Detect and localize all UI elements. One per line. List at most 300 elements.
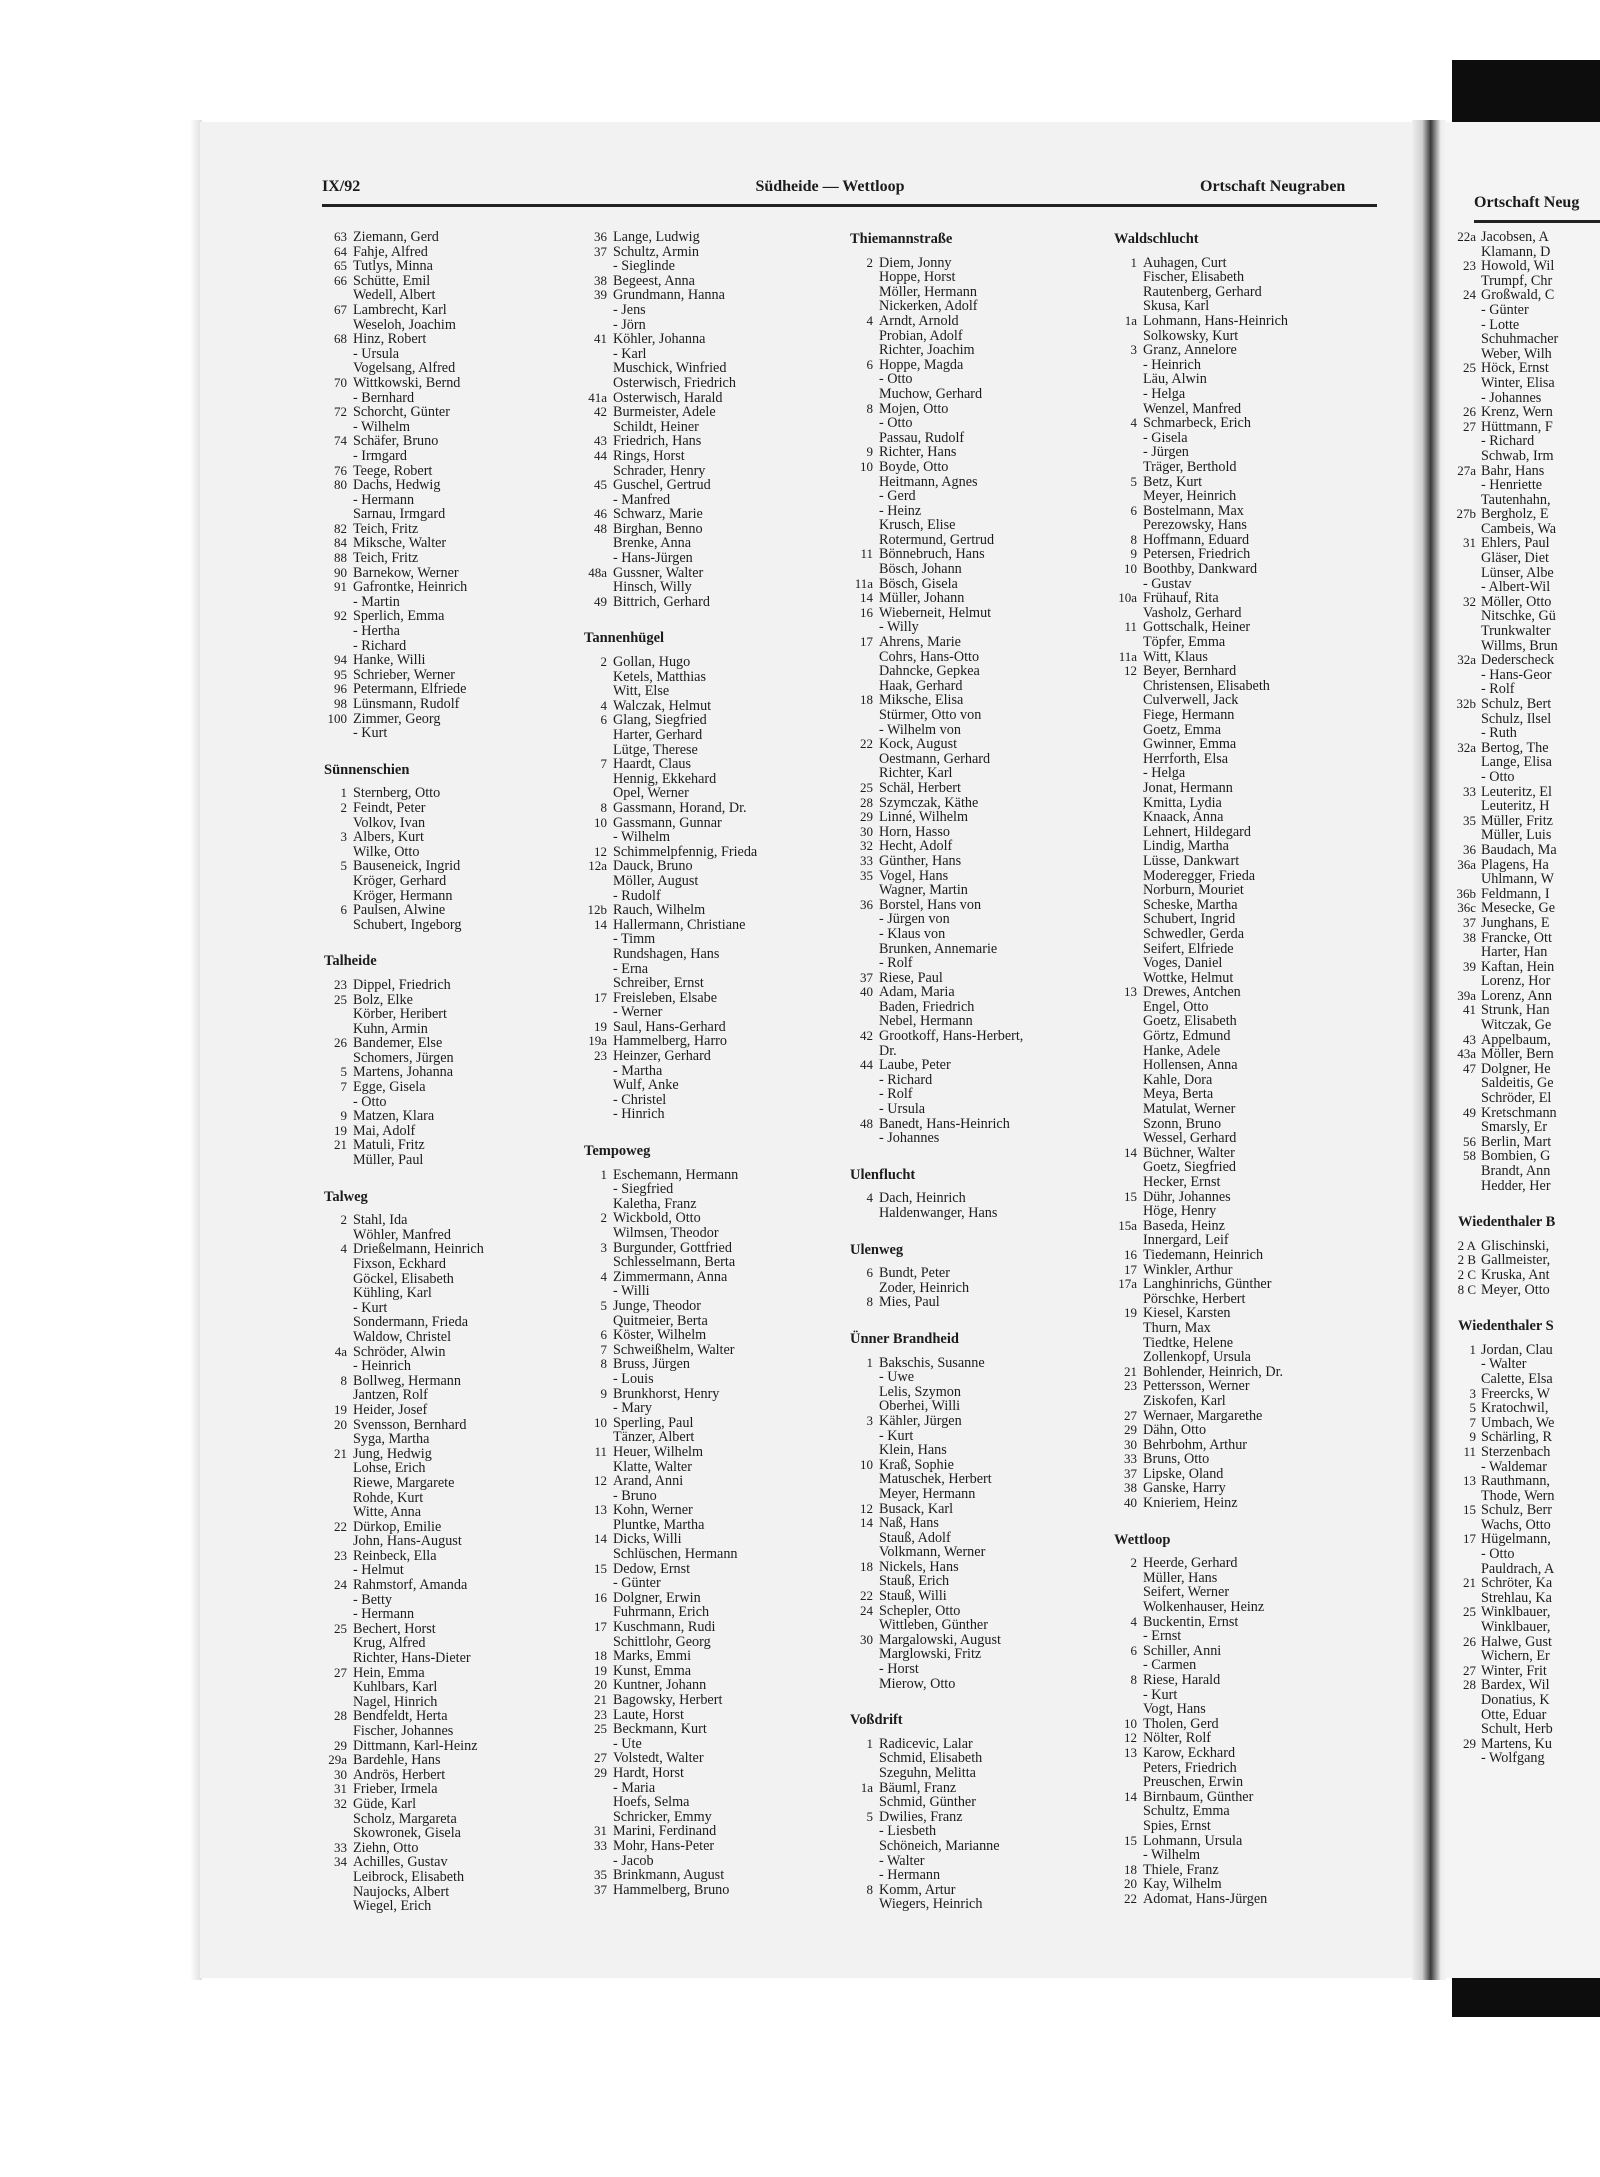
house-number: 32a bbox=[1457, 739, 1476, 755]
resident-name: Witt, Klaus bbox=[1143, 648, 1208, 665]
resident-name: - Jörn bbox=[613, 316, 646, 333]
house-number: 1 bbox=[866, 1354, 873, 1370]
house-number: 14 bbox=[860, 590, 873, 606]
resident-name: Dolgner, He bbox=[1481, 1060, 1551, 1077]
house-number: 95 bbox=[334, 666, 347, 682]
resident-entry bbox=[322, 609, 484, 624]
house-number: 41a bbox=[588, 389, 607, 405]
house-number bbox=[1112, 402, 1143, 417]
house-number bbox=[1112, 781, 1143, 796]
house-number: 21 bbox=[594, 1692, 607, 1707]
resident-name: - Kurt bbox=[879, 1427, 914, 1444]
resident-name: Dedow, Ernst bbox=[613, 1560, 691, 1577]
resident-name: Bechert, Horst bbox=[353, 1620, 436, 1637]
resident-name: - Gustav bbox=[1143, 575, 1192, 592]
resident-name: Teege, Robert bbox=[353, 462, 433, 479]
resident-name: Schmid, Elisabeth bbox=[879, 1750, 983, 1767]
resident-entry bbox=[1112, 1688, 1288, 1703]
house-number: 36 bbox=[860, 896, 873, 912]
resident-entry bbox=[848, 1102, 1023, 1117]
resident-entry bbox=[322, 786, 484, 801]
resident-entry bbox=[1456, 843, 1558, 858]
resident-name: Plagens, Ha bbox=[1481, 856, 1549, 873]
resident-name: Bergholz, E bbox=[1481, 506, 1549, 523]
house-number: 90 bbox=[334, 564, 347, 580]
resident-entry bbox=[1112, 372, 1288, 387]
house-number bbox=[322, 1885, 353, 1900]
resident-entry bbox=[322, 993, 484, 1008]
house-number bbox=[582, 830, 613, 845]
resident-entry bbox=[1112, 1600, 1288, 1615]
resident-entry bbox=[848, 299, 1023, 314]
house-number: 47 bbox=[1463, 1060, 1476, 1076]
directory-column bbox=[848, 230, 1023, 1912]
house-number bbox=[1456, 1620, 1481, 1635]
resident-name: Burmeister, Adele bbox=[613, 404, 716, 421]
house-number bbox=[1456, 1357, 1481, 1372]
resident-name: - Otto bbox=[1481, 768, 1515, 785]
resident-entry bbox=[1112, 445, 1288, 460]
resident-name: - Karl bbox=[613, 345, 647, 362]
resident-name: Sterzenbach bbox=[1481, 1443, 1551, 1460]
resident-name: Heitmann, Agnes bbox=[879, 473, 978, 490]
resident-entry bbox=[582, 757, 757, 772]
resident-entry bbox=[1456, 318, 1558, 333]
resident-entry bbox=[322, 653, 484, 668]
resident-name: - Helmut bbox=[353, 1562, 404, 1579]
house-number bbox=[582, 1518, 613, 1533]
house-number: 15 bbox=[1124, 1188, 1137, 1204]
house-number: 58 bbox=[1463, 1148, 1476, 1164]
resident-name: Hinz, Robert bbox=[353, 331, 427, 348]
resident-name: Harter, Gerhard bbox=[613, 727, 703, 743]
resident-name: Bauseneick, Ingrid bbox=[353, 858, 461, 875]
resident-name: Baseda, Heinz bbox=[1143, 1217, 1225, 1234]
resident-entry bbox=[1456, 916, 1558, 931]
resident-entry bbox=[1456, 464, 1558, 479]
resident-entry bbox=[1112, 1438, 1288, 1453]
resident-entry bbox=[582, 1416, 757, 1431]
resident-name: Bruns, Otto bbox=[1143, 1451, 1210, 1468]
resident-name: - Wilhelm bbox=[353, 418, 411, 435]
resident-entry bbox=[1112, 1277, 1288, 1292]
house-number: 70 bbox=[334, 374, 347, 390]
resident-entry bbox=[322, 1841, 484, 1856]
resident-entry bbox=[1112, 898, 1288, 913]
resident-name: - Bruno bbox=[613, 1487, 657, 1504]
resident-name: Rings, Horst bbox=[613, 447, 685, 464]
house-number: 11 bbox=[594, 1443, 607, 1459]
resident-name: Körber, Heribert bbox=[353, 1006, 447, 1023]
house-number bbox=[1112, 869, 1143, 884]
resident-name: Hoppe, Magda bbox=[879, 356, 964, 373]
resident-entry bbox=[1112, 971, 1288, 986]
resident-entry bbox=[1456, 332, 1558, 347]
resident-entry bbox=[322, 1301, 484, 1316]
resident-entry bbox=[848, 737, 1023, 752]
resident-name: Margalowski, August bbox=[879, 1631, 1001, 1648]
house-number: 9 bbox=[866, 444, 873, 460]
resident-entry bbox=[1456, 858, 1558, 873]
resident-name: Wichern, Er bbox=[1481, 1648, 1550, 1665]
house-number bbox=[1456, 1591, 1481, 1606]
street-heading: Sünnenschien bbox=[324, 761, 410, 778]
house-number bbox=[848, 533, 879, 548]
resident-name: Kohn, Werner bbox=[613, 1502, 693, 1519]
house-number bbox=[322, 1228, 353, 1243]
resident-entry bbox=[1112, 1481, 1288, 1496]
resident-name: Rautenberg, Gerhard bbox=[1143, 283, 1262, 300]
house-number: 36a bbox=[1457, 856, 1476, 872]
resident-name: - Ute bbox=[613, 1735, 642, 1752]
resident-name: Wittleben, Günther bbox=[879, 1617, 988, 1634]
resident-name: Hardt, Horst bbox=[613, 1764, 684, 1781]
house-number: 21 bbox=[334, 1445, 347, 1461]
house-number bbox=[1456, 624, 1481, 639]
resident-entry bbox=[848, 839, 1023, 854]
house-number bbox=[848, 1443, 879, 1458]
resident-entry bbox=[582, 1854, 757, 1869]
house-number bbox=[582, 874, 613, 889]
resident-name: Jonat, Hermann bbox=[1143, 779, 1233, 796]
resident-entry bbox=[1112, 1819, 1288, 1834]
resident-name: Schrieber, Werner bbox=[353, 666, 456, 683]
resident-name: Richter, Joachim bbox=[879, 342, 975, 359]
house-number: 33 bbox=[334, 1839, 347, 1855]
resident-entry bbox=[848, 1295, 1023, 1310]
resident-name: Frühauf, Rita bbox=[1143, 590, 1219, 607]
house-number: 82 bbox=[334, 520, 347, 536]
resident-entry bbox=[1456, 434, 1558, 449]
house-number bbox=[582, 1372, 613, 1387]
resident-name: Hüttmann, F bbox=[1481, 418, 1553, 435]
house-number: 28 bbox=[1463, 1677, 1476, 1693]
house-number: 1 bbox=[1469, 1341, 1476, 1357]
house-number bbox=[848, 1854, 879, 1869]
resident-entry bbox=[1456, 901, 1558, 916]
resident-name: Schlüschen, Hermann bbox=[613, 1546, 738, 1563]
resident-entry bbox=[1456, 785, 1558, 800]
house-number bbox=[848, 1385, 879, 1400]
resident-entry bbox=[1112, 299, 1288, 314]
resident-entry bbox=[582, 947, 757, 962]
house-number bbox=[1456, 1708, 1481, 1723]
resident-entry bbox=[1112, 650, 1288, 665]
resident-name: Szymczak, Käthe bbox=[879, 794, 979, 811]
house-number bbox=[1112, 854, 1143, 869]
house-number: 32 bbox=[334, 1795, 347, 1811]
resident-name: Naujocks, Albert bbox=[353, 1883, 450, 1900]
resident-entry bbox=[1112, 664, 1288, 679]
house-number bbox=[322, 726, 353, 741]
resident-entry bbox=[1112, 431, 1288, 446]
resident-entry bbox=[1112, 1102, 1288, 1117]
resident-entry bbox=[1456, 1018, 1558, 1033]
resident-name: Lindig, Martha bbox=[1143, 838, 1229, 855]
resident-name: Müller, Johann bbox=[879, 590, 965, 607]
resident-name: Vogelsang, Alfred bbox=[353, 360, 456, 377]
resident-entry bbox=[322, 1709, 484, 1724]
house-number bbox=[1456, 1562, 1481, 1577]
resident-name: Meya, Berta bbox=[1143, 1086, 1214, 1103]
house-number: 7 bbox=[600, 756, 607, 772]
resident-name: - Wilhelm von bbox=[879, 721, 961, 738]
resident-name: Günther, Hans bbox=[879, 852, 962, 869]
house-number: 98 bbox=[334, 696, 347, 711]
house-number: 5 bbox=[866, 1808, 873, 1824]
resident-entry bbox=[582, 713, 757, 728]
house-number: 56 bbox=[1463, 1133, 1476, 1149]
resident-entry bbox=[848, 518, 1023, 533]
house-number: 20 bbox=[1124, 1876, 1137, 1892]
resident-entry bbox=[322, 303, 484, 318]
resident-entry bbox=[582, 361, 757, 376]
resident-name: Hoppe, Horst bbox=[879, 269, 956, 286]
resident-name: Nebel, Hermann bbox=[879, 1013, 973, 1030]
resident-name: Nagel, Hinrich bbox=[353, 1693, 438, 1710]
resident-name: Schmarbeck, Erich bbox=[1143, 415, 1251, 432]
resident-name: Probian, Adolf bbox=[879, 327, 963, 344]
house-number bbox=[1112, 1117, 1143, 1132]
resident-entry bbox=[1456, 288, 1558, 303]
house-number: 48 bbox=[594, 520, 607, 536]
resident-entry bbox=[322, 1680, 484, 1695]
resident-name: Hanke, Adele bbox=[1143, 1042, 1221, 1059]
house-number: 68 bbox=[334, 331, 347, 347]
resident-entry bbox=[582, 1518, 757, 1533]
house-number: 11 bbox=[1124, 619, 1137, 635]
resident-name: Bösch, Gisela bbox=[879, 575, 958, 592]
resident-name: Lambrecht, Karl bbox=[353, 301, 447, 318]
resident-entry bbox=[582, 318, 757, 333]
resident-name: - Maria bbox=[613, 1779, 656, 1796]
resident-name: Engel, Otto bbox=[1143, 998, 1209, 1015]
resident-entry bbox=[848, 270, 1023, 285]
resident-entry bbox=[582, 1562, 757, 1577]
resident-entry bbox=[1456, 1179, 1558, 1194]
resident-entry bbox=[582, 1107, 757, 1122]
resident-name: - Günter bbox=[613, 1575, 661, 1592]
resident-entry bbox=[582, 816, 757, 831]
house-number bbox=[848, 942, 879, 957]
resident-name: Frieber, Irmela bbox=[353, 1781, 438, 1798]
house-number: 21 bbox=[1463, 1575, 1476, 1591]
house-number: 29 bbox=[594, 1764, 607, 1780]
resident-entry bbox=[848, 329, 1023, 344]
resident-entry bbox=[1112, 1146, 1288, 1161]
resident-name: Calette, Elsa bbox=[1481, 1370, 1553, 1387]
resident-entry bbox=[582, 903, 757, 918]
house-number bbox=[322, 1330, 353, 1345]
house-number bbox=[322, 1636, 353, 1651]
resident-name: - Rudolf bbox=[613, 887, 661, 904]
house-number: 24 bbox=[334, 1577, 347, 1593]
resident-entry bbox=[1112, 577, 1288, 592]
resident-entry bbox=[322, 978, 484, 993]
street-heading: Talweg bbox=[324, 1188, 368, 1205]
resident-name: Mierow, Otto bbox=[879, 1675, 956, 1692]
resident-name: Schorcht, Günter bbox=[353, 404, 450, 421]
house-number bbox=[848, 1618, 879, 1633]
house-number bbox=[1112, 1848, 1143, 1863]
house-number: 11 bbox=[1463, 1443, 1476, 1459]
resident-entry bbox=[1456, 595, 1558, 610]
house-number bbox=[1112, 1585, 1143, 1600]
house-number bbox=[848, 1073, 879, 1088]
resident-entry bbox=[582, 1064, 757, 1079]
resident-name: Leuteritz, El bbox=[1481, 783, 1552, 800]
resident-entry bbox=[582, 699, 757, 714]
resident-name: Teich, Fritz bbox=[353, 550, 419, 567]
resident-name: Mojen, Otto bbox=[879, 400, 949, 417]
house-number: 3 bbox=[600, 1239, 607, 1255]
house-number bbox=[848, 664, 879, 679]
resident-entry bbox=[1112, 1029, 1288, 1044]
house-number bbox=[322, 1315, 353, 1330]
house-number bbox=[1112, 956, 1143, 971]
resident-name: Schwedler, Gerda bbox=[1143, 925, 1245, 942]
house-number: 11a bbox=[854, 575, 873, 591]
resident-entry bbox=[582, 1357, 757, 1372]
house-number: 8 bbox=[600, 1356, 607, 1372]
resident-name: Kock, August bbox=[879, 736, 958, 753]
resident-entry bbox=[1456, 551, 1558, 566]
resident-name: Winkler, Arthur bbox=[1143, 1261, 1233, 1278]
resident-name: Osterwisch, Harald bbox=[613, 389, 723, 406]
house-number: 94 bbox=[334, 652, 347, 668]
street-heading: Tempoweg bbox=[584, 1143, 651, 1160]
resident-name: Kuhlbars, Karl bbox=[353, 1679, 438, 1696]
resident-name: - Waldemar bbox=[1481, 1458, 1547, 1475]
resident-name: Tiedtke, Helene bbox=[1143, 1334, 1234, 1351]
resident-name: Matuli, Fritz bbox=[353, 1137, 425, 1154]
house-number: 20 bbox=[334, 1416, 347, 1432]
resident-name: - Hermann bbox=[879, 1867, 941, 1884]
resident-name: Dachs, Hedwig bbox=[353, 477, 441, 494]
resident-entry bbox=[322, 259, 484, 274]
house-number bbox=[582, 1854, 613, 1869]
resident-name: Zoder, Heinrich bbox=[879, 1279, 970, 1296]
resident-name: Schultz, Armin bbox=[613, 243, 699, 260]
resident-entry bbox=[582, 1664, 757, 1679]
resident-entry bbox=[848, 971, 1023, 986]
resident-name: Karow, Eckhard bbox=[1143, 1744, 1236, 1761]
resident-name: Quitmeier, Berta bbox=[613, 1312, 708, 1329]
resident-name: Rauthmann, bbox=[1481, 1473, 1550, 1490]
house-number bbox=[1112, 1658, 1143, 1673]
house-number: 27 bbox=[334, 1664, 347, 1680]
house-number: 18 bbox=[860, 692, 873, 708]
resident-name: - Richard bbox=[879, 1071, 933, 1088]
resident-entry bbox=[1456, 580, 1558, 595]
resident-entry bbox=[1112, 1190, 1288, 1205]
resident-entry bbox=[1112, 270, 1288, 285]
resident-name: Gottschalk, Heiner bbox=[1143, 619, 1251, 636]
resident-name: Linné, Wilhelm bbox=[879, 809, 969, 826]
house-number bbox=[1112, 1204, 1143, 1219]
resident-name: Stauß, Erich bbox=[879, 1573, 950, 1590]
resident-name: Bolz, Elke bbox=[353, 991, 413, 1008]
house-number bbox=[582, 318, 613, 333]
house-number bbox=[1456, 609, 1481, 624]
house-number bbox=[1112, 708, 1143, 723]
resident-entry bbox=[1456, 1518, 1558, 1533]
resident-entry bbox=[1112, 1336, 1288, 1351]
resident-entry bbox=[848, 1781, 1023, 1796]
resident-name: - Klaus von bbox=[879, 925, 946, 942]
resident-entry bbox=[322, 1855, 484, 1870]
house-number: 10a bbox=[1118, 590, 1137, 606]
house-number: 72 bbox=[334, 404, 347, 420]
resident-name: Nickels, Hans bbox=[879, 1558, 959, 1575]
resident-entry bbox=[1112, 387, 1288, 402]
house-number bbox=[322, 1680, 353, 1695]
resident-name: Meyer, Hermann bbox=[879, 1485, 976, 1502]
resident-name: Seifert, Werner bbox=[1143, 1584, 1230, 1601]
house-number: 35 bbox=[860, 867, 873, 883]
resident-entry bbox=[1112, 1863, 1288, 1878]
resident-name: Christensen, Elisabeth bbox=[1143, 677, 1270, 694]
house-number bbox=[322, 1695, 353, 1710]
resident-name: Umbach, We bbox=[1481, 1414, 1555, 1431]
house-number bbox=[1456, 376, 1481, 391]
resident-entry bbox=[582, 962, 757, 977]
resident-entry bbox=[848, 693, 1023, 708]
resident-entry bbox=[848, 1131, 1023, 1146]
house-number: 27 bbox=[1463, 1662, 1476, 1678]
resident-entry bbox=[848, 547, 1023, 562]
resident-entry bbox=[1456, 1357, 1558, 1372]
resident-entry bbox=[848, 1618, 1023, 1633]
resident-entry bbox=[1112, 1452, 1288, 1467]
house-number: 20 bbox=[594, 1677, 607, 1693]
house-number bbox=[1456, 245, 1481, 260]
resident-name: Dühr, Johannes bbox=[1143, 1188, 1231, 1205]
resident-name: Trunkwalter bbox=[1481, 623, 1551, 640]
resident-entry bbox=[1112, 1248, 1288, 1263]
resident-name: Dwilies, Franz bbox=[879, 1808, 963, 1825]
resident-entry bbox=[1456, 1416, 1558, 1431]
resident-name: - Otto bbox=[879, 415, 913, 432]
house-number: 30 bbox=[860, 1631, 873, 1647]
house-number: 92 bbox=[334, 608, 347, 624]
resident-name: Teich, Fritz bbox=[353, 520, 419, 537]
house-number: 11 bbox=[860, 546, 873, 562]
resident-entry bbox=[848, 1897, 1023, 1912]
resident-entry bbox=[322, 391, 484, 406]
resident-name: Wöhler, Manfred bbox=[353, 1226, 451, 1243]
resident-name: Thurn, Max bbox=[1143, 1319, 1211, 1336]
resident-name: - Rolf bbox=[1481, 681, 1515, 698]
resident-entry bbox=[848, 635, 1023, 650]
resident-entry bbox=[1456, 639, 1558, 654]
resident-entry bbox=[582, 1532, 757, 1547]
resident-name: Birnbaum, Günther bbox=[1143, 1788, 1254, 1805]
resident-entry bbox=[322, 830, 484, 845]
house-number: 91 bbox=[334, 579, 347, 595]
resident-entry bbox=[848, 1370, 1023, 1385]
resident-entry bbox=[1456, 259, 1558, 274]
resident-name: Lelis, Szymon bbox=[879, 1383, 961, 1400]
resident-entry bbox=[582, 1810, 757, 1825]
resident-name: Muchow, Gerhard bbox=[879, 385, 983, 402]
resident-name: Fixson, Eckhard bbox=[353, 1256, 446, 1272]
resident-name: Pluntke, Martha bbox=[613, 1516, 705, 1533]
resident-entry bbox=[582, 728, 757, 743]
house-number bbox=[322, 1593, 353, 1608]
resident-entry bbox=[1112, 620, 1288, 635]
resident-entry bbox=[582, 801, 757, 816]
